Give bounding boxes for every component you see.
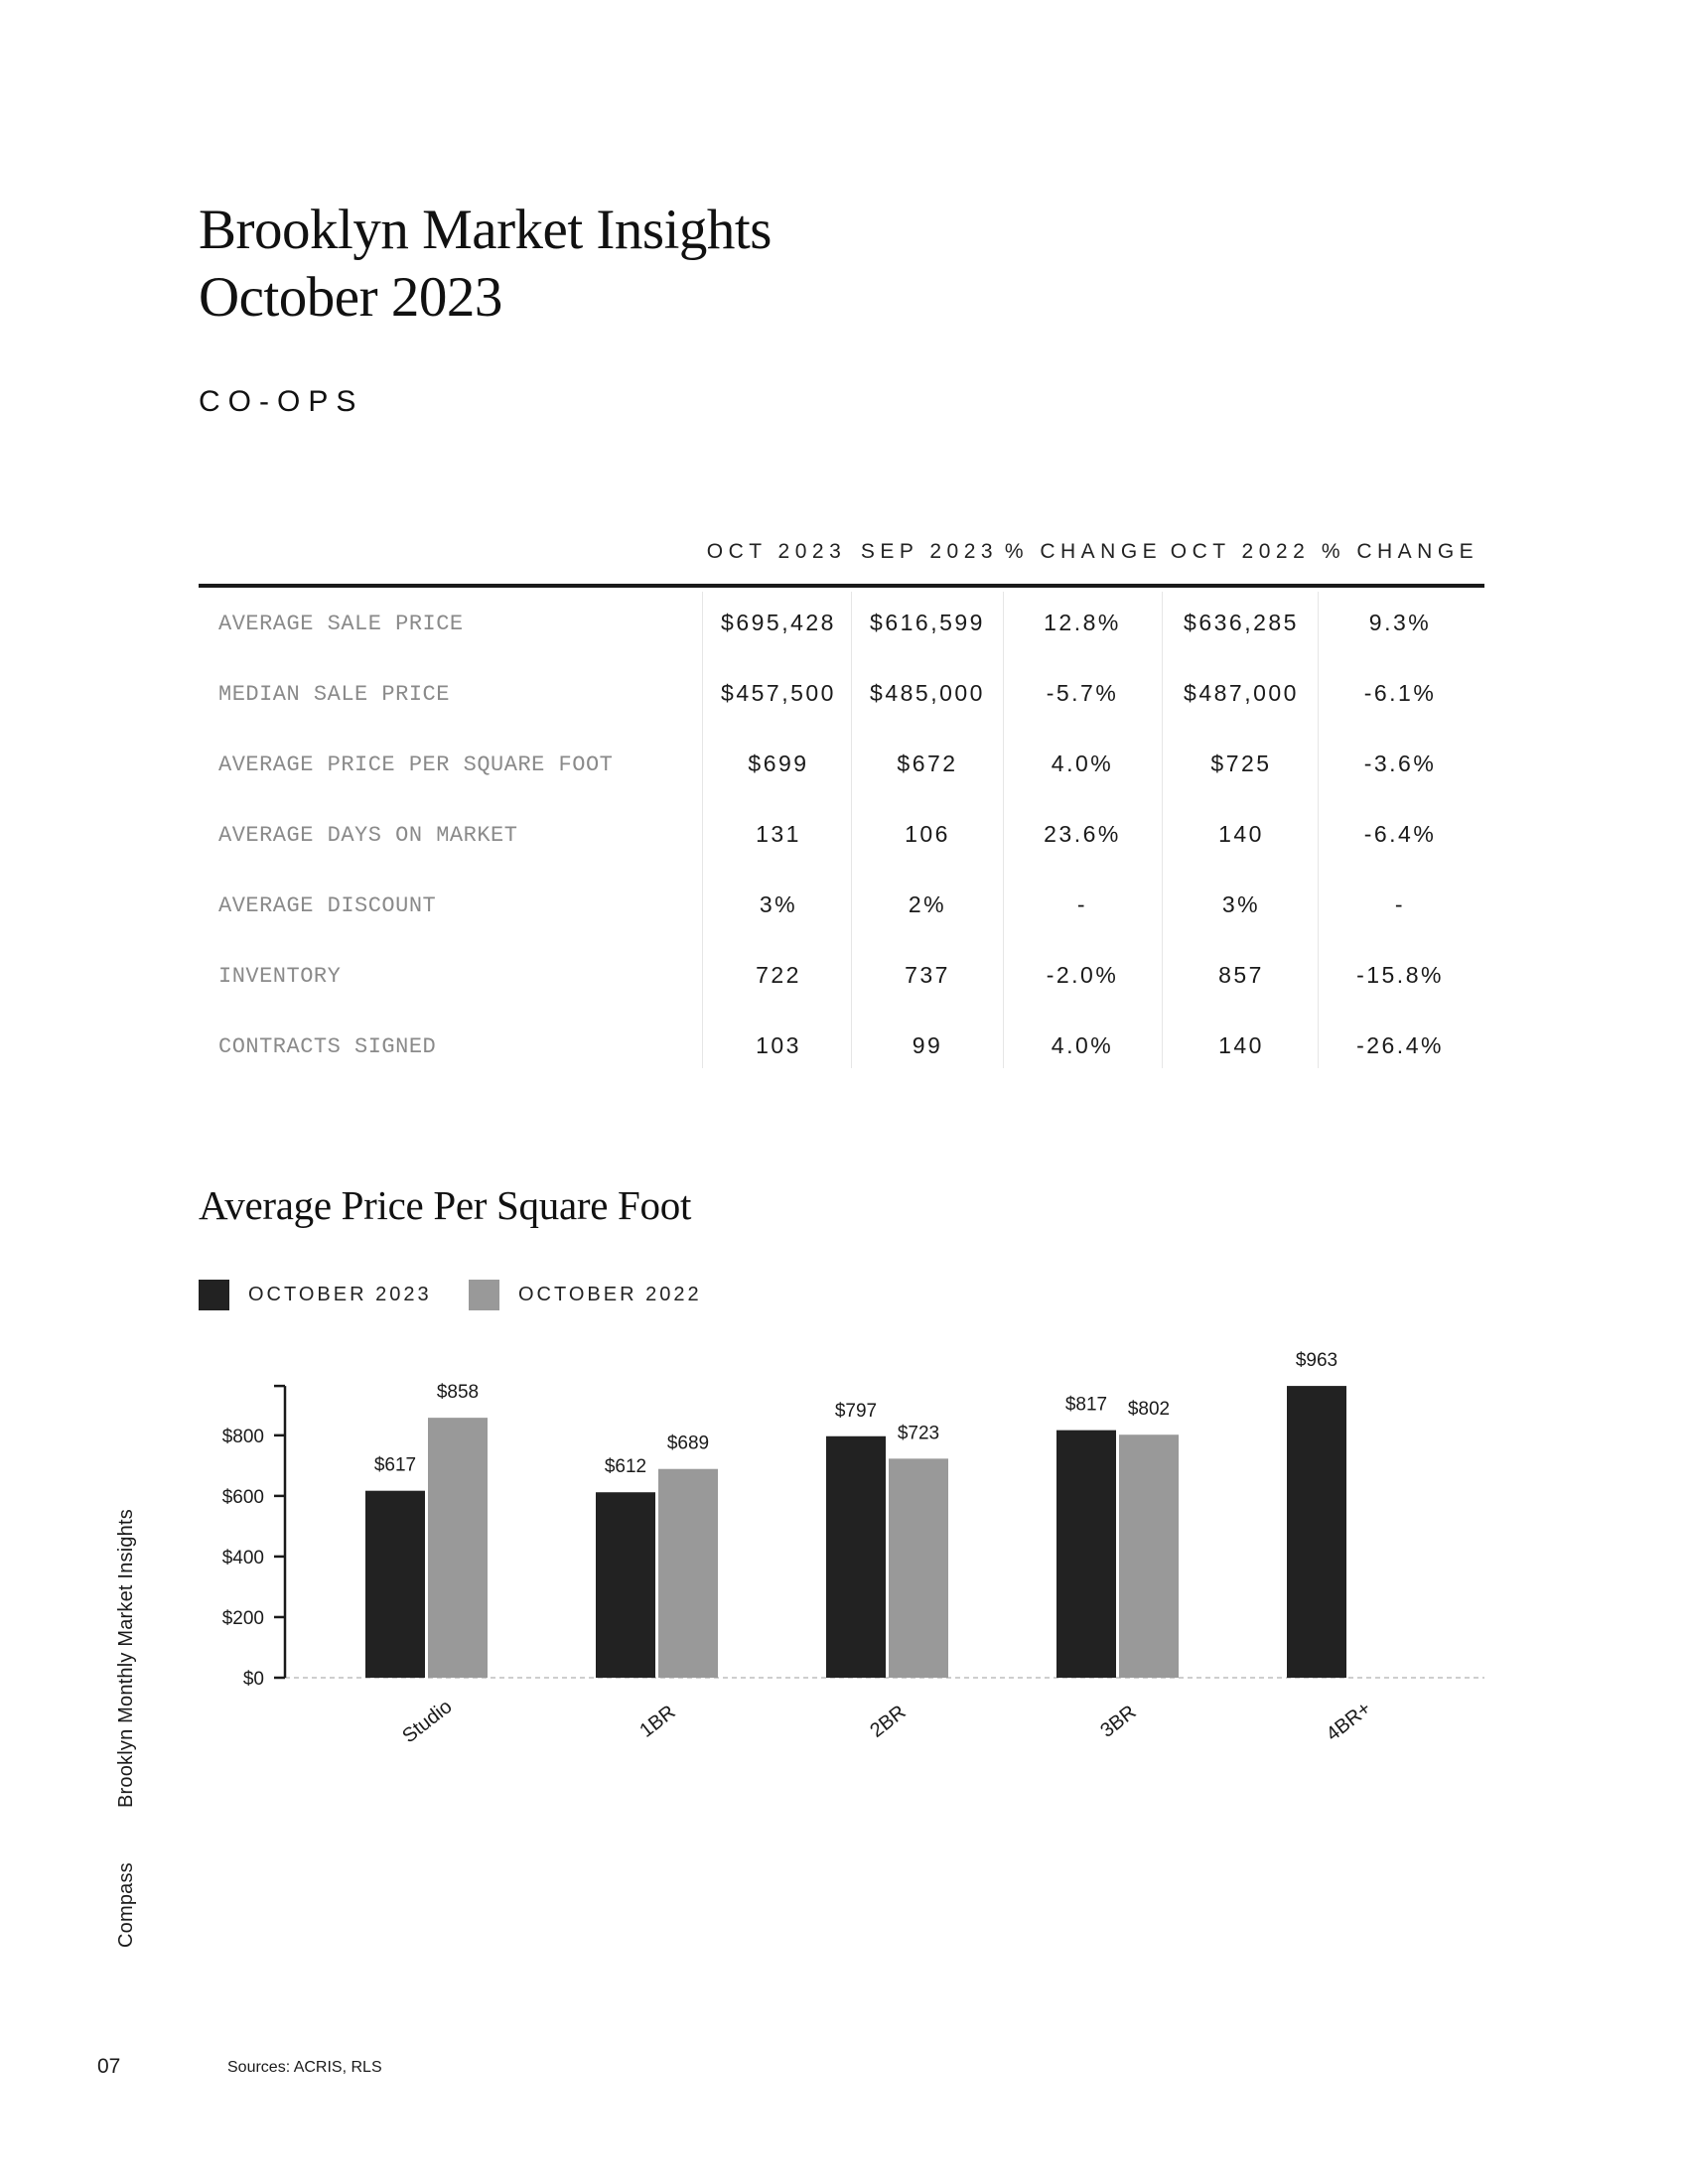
table-cell: 103 [756, 1032, 801, 1058]
bar-1br-oct-2023 [596, 1492, 655, 1678]
sidebar-publication: Brooklyn Monthly Market Insights [115, 1509, 137, 1808]
column-header-oct-2023: OCT 2023 [706, 540, 847, 563]
table-cell: $457,500 [721, 680, 836, 706]
bar-3br-oct-2023 [1056, 1431, 1116, 1678]
row-label: CONTRACTS SIGNED [218, 1034, 437, 1059]
bar-1br-oct-2022 [658, 1469, 718, 1678]
table-cell: $695,428 [721, 610, 836, 635]
page-number: 07 [97, 2055, 121, 2078]
bar-2br-oct-2023 [826, 1436, 886, 1678]
table-cell: 2% [908, 891, 947, 917]
table-cell: $487,000 [1184, 680, 1299, 706]
table-cell: -6.4% [1363, 821, 1437, 847]
table-cell: 9.3% [1368, 610, 1432, 635]
bar-value-label: $817 [1064, 1394, 1108, 1416]
page-title-line-1: Brooklyn Market Insights [199, 199, 772, 261]
table-cell: 722 [756, 962, 801, 988]
bar-3br-oct-2022 [1119, 1434, 1179, 1678]
x-category-label: 2BR [866, 1701, 911, 1742]
bar-value-label: $858 [436, 1382, 480, 1404]
table-cell: 140 [1218, 821, 1264, 847]
table-cell: $616,599 [870, 610, 985, 635]
row-label: AVERAGE DAYS ON MARKET [218, 823, 518, 848]
bar-studio-oct-2023 [365, 1491, 425, 1678]
y-tick-label: $800 [221, 1426, 264, 1447]
row-label: MEDIAN SALE PRICE [218, 682, 450, 707]
table-cell: 131 [756, 821, 801, 847]
table-cell: 4.0% [1051, 1032, 1114, 1058]
legend-label-october-2022: OCTOBER 2022 [518, 1284, 702, 1305]
table-cell: 857 [1218, 962, 1264, 988]
bar-value-label: $723 [897, 1423, 940, 1444]
column-header-change-yoy: % CHANGE [1321, 540, 1479, 563]
bar-value-label: $612 [604, 1456, 647, 1478]
table-cell: 3% [759, 891, 798, 917]
table-cell: 4.0% [1051, 751, 1114, 776]
bar-value-label: $802 [1127, 1399, 1171, 1421]
table-cell: -2.0% [1046, 962, 1119, 988]
table-cell: 737 [905, 962, 950, 988]
table-cell: -6.1% [1363, 680, 1437, 706]
table-cell: -3.6% [1363, 751, 1437, 776]
bar-value-label: $617 [373, 1454, 417, 1476]
table-cell: 99 [912, 1032, 943, 1058]
table-cell: - [1394, 891, 1406, 917]
table-cell: 23.6% [1044, 821, 1121, 847]
x-category-label: Studio [398, 1696, 457, 1748]
column-header-sep-2023: SEP 2023 [860, 540, 999, 563]
table-cell: - [1076, 891, 1088, 917]
table-cell: 140 [1218, 1032, 1264, 1058]
table-cell: -5.7% [1046, 680, 1119, 706]
x-category-label: 4BR+ [1322, 1697, 1376, 1746]
legend-label-october-2023: OCTOBER 2023 [248, 1284, 432, 1305]
table-cell: $725 [1210, 751, 1272, 776]
bar-studio-oct-2022 [428, 1418, 488, 1678]
page-title-line-2: October 2023 [199, 266, 502, 329]
row-label: AVERAGE PRICE PER SQUARE FOOT [218, 752, 614, 777]
chart-title: Average Price Per Square Foot [199, 1182, 692, 1228]
bar-value-label: $689 [666, 1433, 710, 1454]
x-category-label: 3BR [1096, 1701, 1141, 1742]
row-label: AVERAGE SALE PRICE [218, 612, 464, 636]
bar-4br--oct-2023 [1287, 1386, 1346, 1678]
sources-note: Sources: ACRIS, RLS [227, 2059, 382, 2076]
section-label: CO-OPS [199, 385, 364, 418]
table-cell: 106 [905, 821, 950, 847]
table-cell: 3% [1221, 891, 1261, 917]
table-cell: -15.8% [1356, 962, 1444, 988]
y-tick-label: $600 [221, 1486, 264, 1508]
bar-2br-oct-2022 [889, 1458, 948, 1678]
table-cell: $636,285 [1184, 610, 1299, 635]
y-tick-label: $200 [221, 1607, 264, 1629]
table-cell: $485,000 [870, 680, 985, 706]
row-label: INVENTORY [218, 964, 342, 989]
bar-value-label: $797 [834, 1400, 878, 1422]
bar-value-label: $963 [1295, 1350, 1338, 1372]
y-tick-label: $0 [242, 1669, 264, 1690]
y-tick-label: $400 [221, 1547, 264, 1569]
table-cell: -26.4% [1356, 1032, 1444, 1058]
column-header-oct-2022: OCT 2022 [1170, 540, 1311, 563]
row-label: AVERAGE DISCOUNT [218, 893, 437, 918]
sidebar-brand: Compass [115, 1862, 137, 1948]
x-category-label: 1BR [635, 1701, 680, 1742]
table-cell: 12.8% [1044, 610, 1121, 635]
table-cell: $699 [748, 751, 809, 776]
column-header-change-mom: % CHANGE [1004, 540, 1163, 563]
table-cell: $672 [897, 751, 958, 776]
